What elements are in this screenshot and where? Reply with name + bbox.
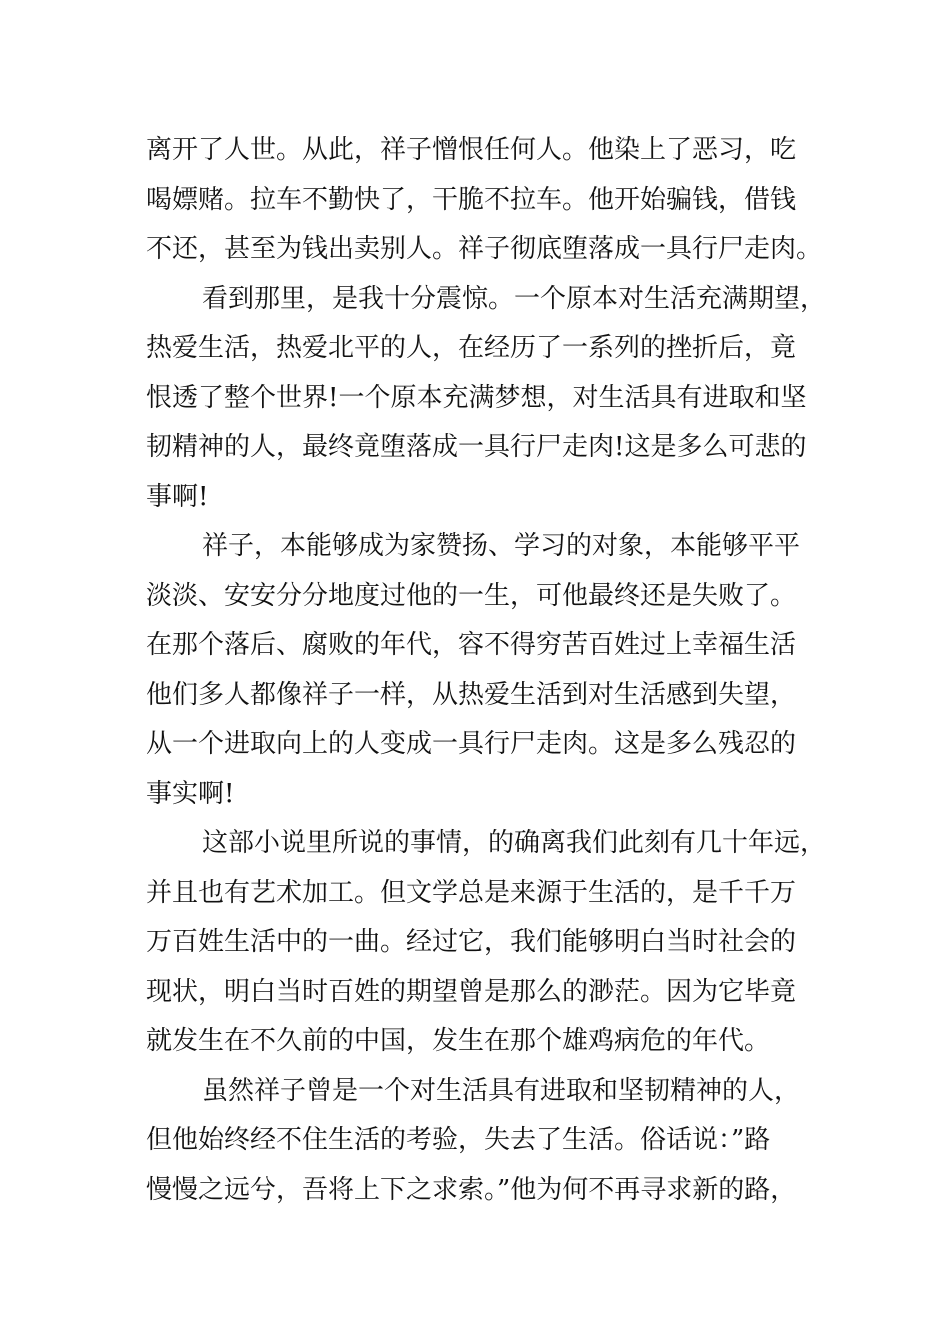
text-line: 韧精神的人，最终竟堕落成一具行尸走肉!这是多么可悲的 [146, 432, 807, 462]
paragraph-4 [146, 819, 836, 1067]
text-line: 万百姓生活中的一曲。经过它，我们能够明白当时社会的 [146, 927, 797, 957]
text-line: 就发生在不久前的中国，发生在那个雄鸡病危的年代。 [146, 1026, 771, 1056]
text-line: 淡淡、安安分分地度过他的一生，可他最终还是失败了。 [146, 580, 797, 611]
text-line: 恨透了整个世界!一个原本充满梦想，对生活具有进取和坚 [146, 382, 807, 413]
text-line: 但他始终经不住生活的考验，失去了生活。俗话说：”路 [146, 1125, 771, 1155]
text-line: 现状，明白当时百姓的期望曾是那么的渺茫。因为它毕竟 [146, 976, 797, 1007]
text-line: 这部小说里所说的事情，的确离我们此刻有几十年远， [202, 828, 827, 858]
paragraph-5 [146, 1067, 836, 1216]
text-line: 事啊! [146, 481, 209, 512]
text-line: 热爱生活，热爱北平的人，在经历了一系列的挫折后，竟 [146, 333, 797, 363]
text-line: 从一个进取向上的人变成一具行尸走肉。这是多么残忍的 [146, 729, 797, 759]
paragraph-1 [146, 126, 836, 275]
text-line: 喝嫖赌。拉车不勤快了，干脆不拉车。他开始骗钱，借钱 [146, 184, 797, 215]
document-page [146, 126, 836, 1215]
text-line: 他们多人都像祥子一样，从热爱生活到对生活感到失望， [146, 679, 797, 710]
text-line: 在那个落后、腐败的年代，容不得穷苦百姓过上幸福生活 [146, 630, 797, 660]
paragraph-2 [146, 275, 836, 523]
text-line: 慢慢之远兮，吾将上下之求索。”他为何不再寻求新的路， [146, 1174, 797, 1205]
text-line: 不还，甚至为钱出卖别人。祥子彻底堕落成一具行尸走肉。 [146, 234, 823, 264]
text-line: 祥子，本能够成为家赞扬、学习的对象，本能够平平 [202, 531, 801, 561]
text-line: 看到那里，是我十分震惊。一个原本对生活充满期望， [202, 283, 827, 314]
text-line: 虽然祥子曾是一个对生活具有进取和坚韧精神的人， [202, 1075, 801, 1106]
paragraph-3 [146, 522, 836, 819]
text-line: 事实啊! [146, 778, 235, 809]
text-line: 离开了人世。从此，祥子憎恨任何人。他染上了恶习，吃 [146, 135, 797, 165]
text-line: 并且也有艺术加工。但文学总是来源于生活的，是千千万 [146, 877, 797, 908]
